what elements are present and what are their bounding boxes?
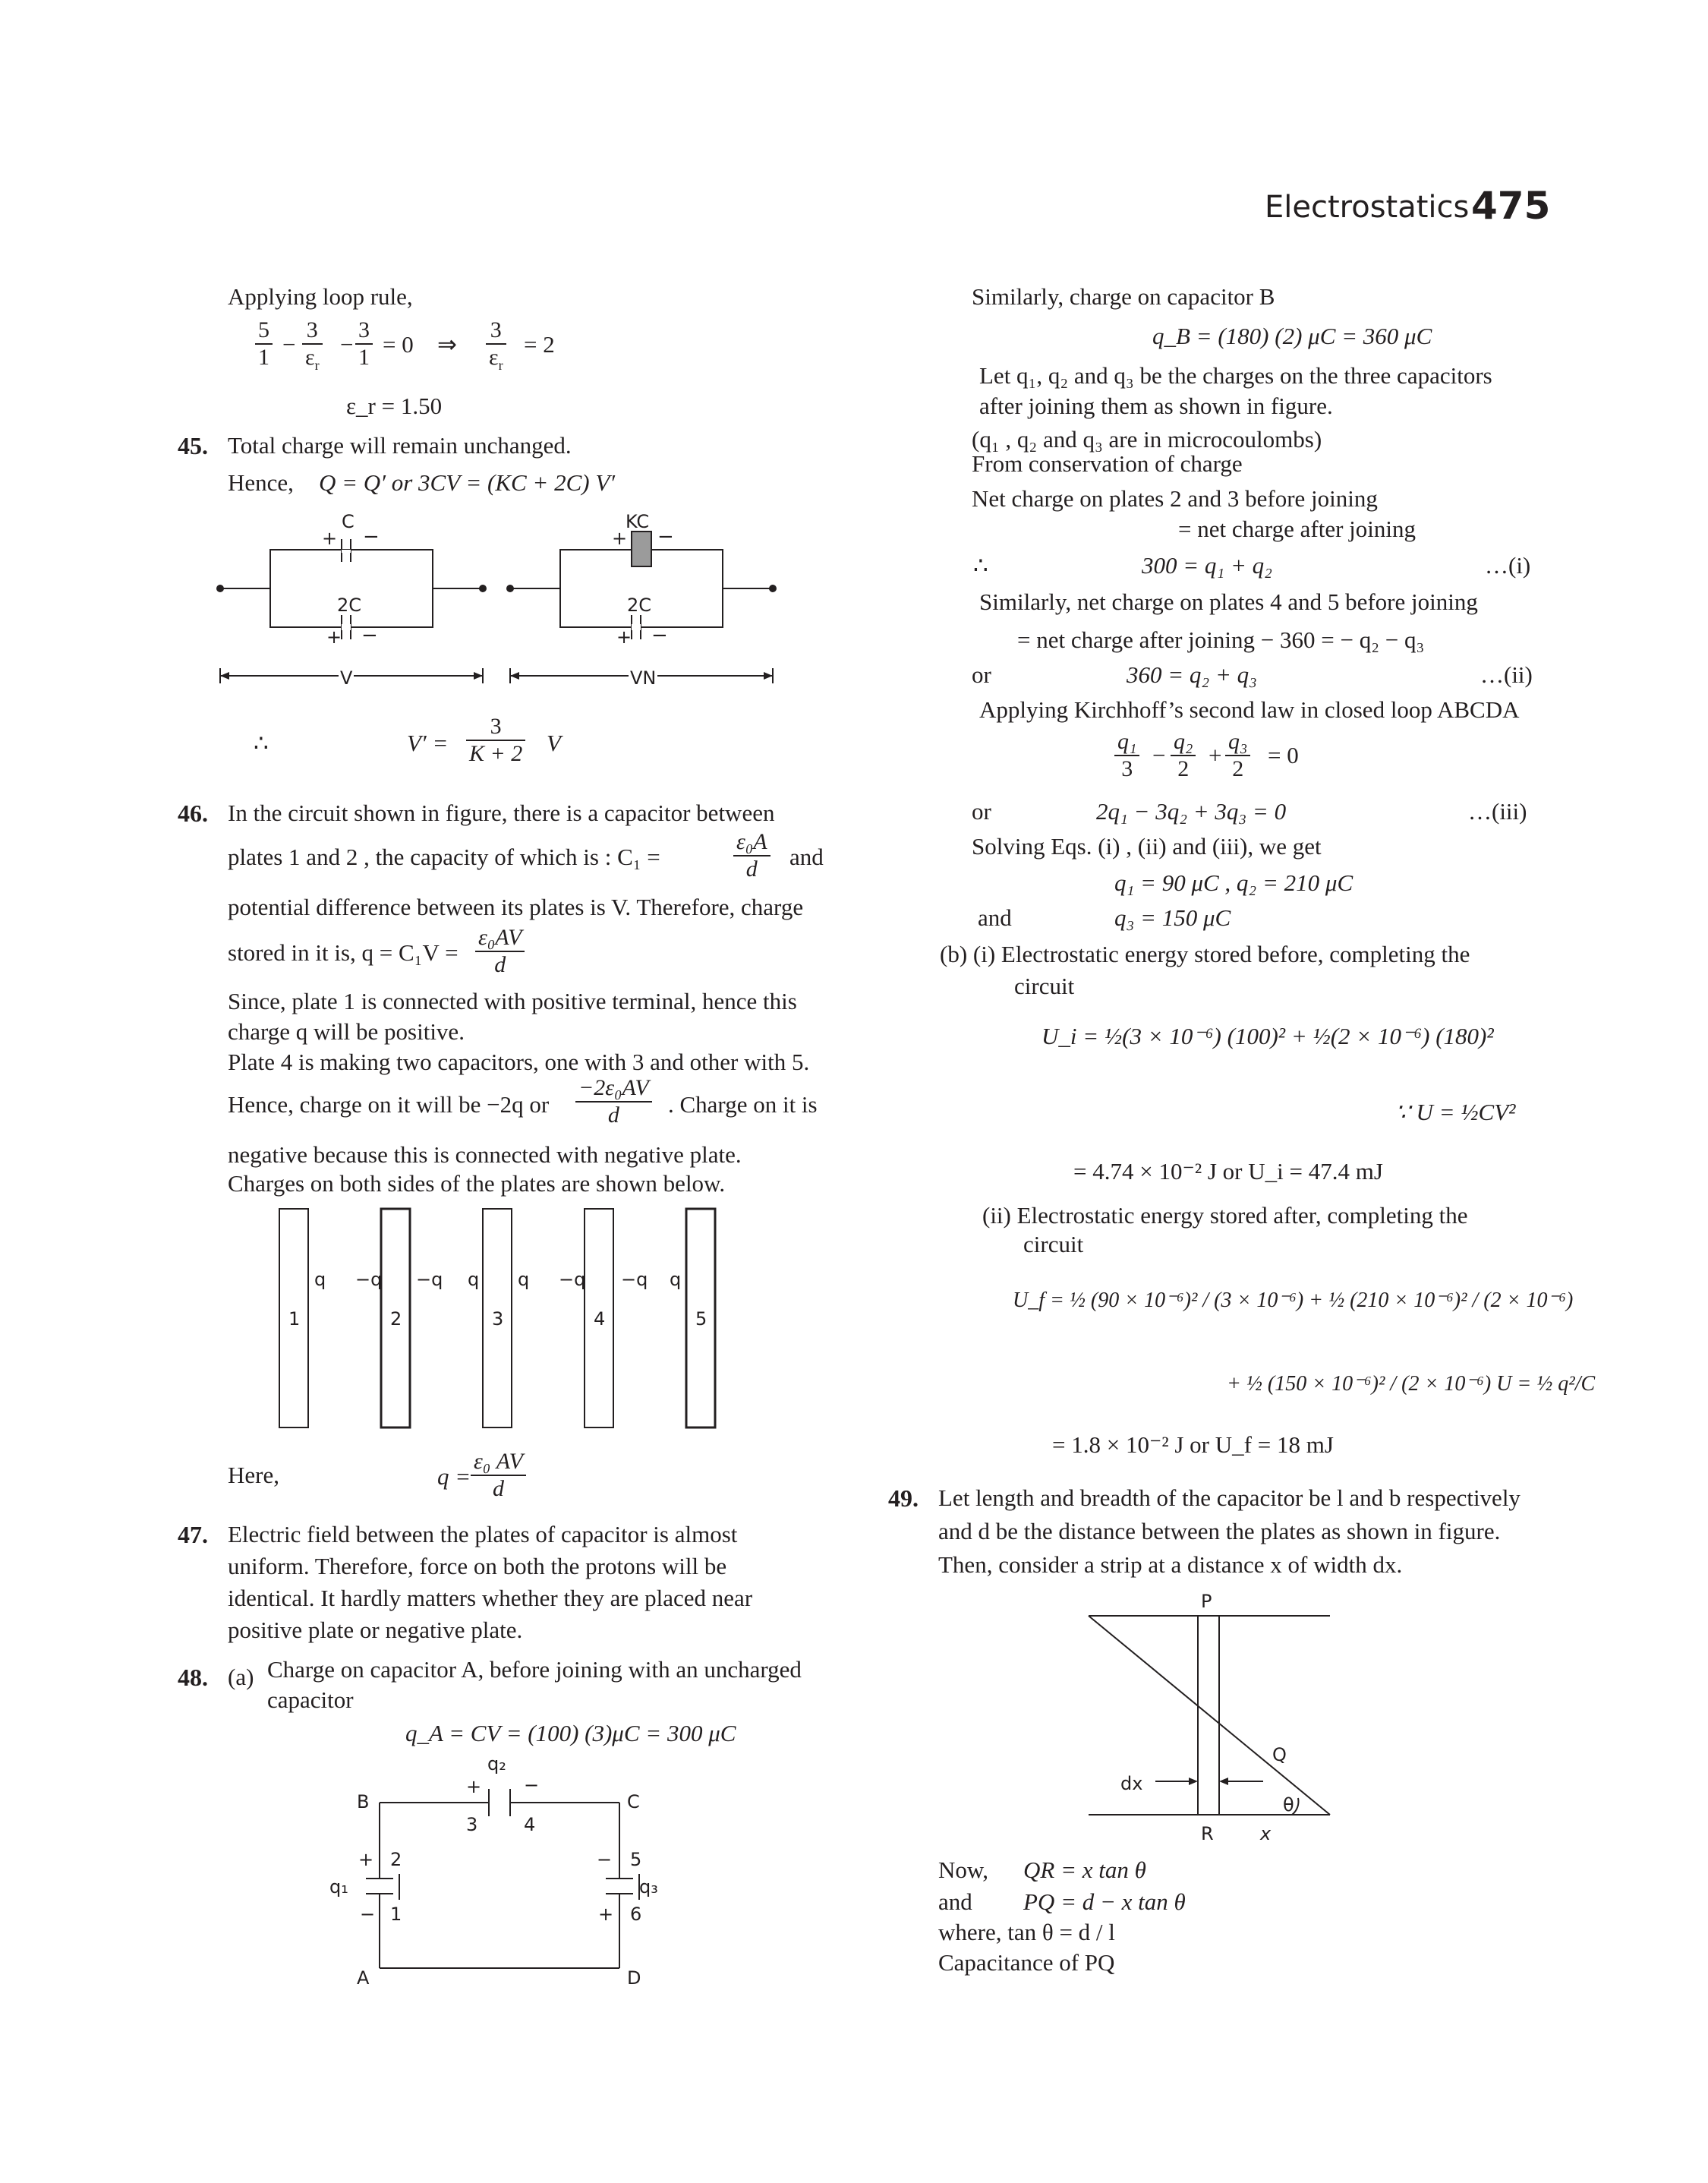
here-eq: q = — [437, 1463, 471, 1490]
r-line: circuit — [1023, 1231, 1084, 1257]
therefore-sign: ∴ — [254, 730, 269, 756]
q48-line: capacitor — [267, 1686, 354, 1713]
label-2c: 2C — [337, 595, 362, 616]
plate-charge: −q — [416, 1269, 443, 1290]
now-label: Now, — [938, 1856, 989, 1883]
plate-charge: q — [468, 1269, 480, 1290]
plate-number: 2 — [390, 1308, 402, 1330]
plate-number: 5 — [695, 1308, 707, 1330]
r-line: Similarly, net charge on plates 4 and 5 before joining — [979, 588, 1478, 615]
q46-line: Plate 4 is making two capacitors, one with 3 and other with 5. — [228, 1049, 810, 1075]
plate-number: 3 — [492, 1308, 504, 1330]
question-number: 45. — [178, 432, 208, 459]
u-formula: ∵ U = ½CV² — [1395, 1099, 1516, 1125]
v-label: V — [547, 730, 561, 756]
label-kc: KC — [626, 511, 650, 532]
label-6: 6 — [630, 1900, 641, 1929]
where-line: where, tan θ = d / l — [938, 1919, 1115, 1945]
label-a: A — [357, 1967, 370, 1989]
r-line: = net charge after joining — [1178, 516, 1417, 542]
eq-number: …(iii) — [1468, 798, 1527, 825]
q45-hence: Hence, — [228, 469, 294, 496]
q47-line: uniform. Therefore, force on both the protons will be — [228, 1553, 727, 1579]
q-fraction: $\frac{\text{ε₀AV}}{d}$ — [475, 925, 525, 978]
q47-line: positive plate or negative plate. — [228, 1617, 523, 1643]
fraction-3-er: $\frac{3}{\varepsilon_r}$ — [302, 317, 323, 378]
label-theta: θ — [1283, 1794, 1294, 1815]
label-plus: + — [616, 626, 632, 648]
plus-sign: + — [1209, 742, 1222, 768]
minus-sign: − — [282, 331, 296, 358]
r-line: q₁ = 90 μC , q₂ = 210 μC — [1114, 869, 1353, 896]
q46-line: negative because this is connected with negative plate. — [228, 1141, 742, 1168]
r-line: (b) (i) Electrostatic energy stored before, completing the — [940, 941, 1470, 967]
label-q: Q — [1272, 1744, 1287, 1765]
r-line: = 4.74 × 10⁻² J or U_i = 47.4 mJ — [1073, 1158, 1383, 1185]
running-header — [1265, 190, 1469, 225]
r-line: From conservation of charge — [972, 450, 1243, 477]
label-3: 3 — [466, 1814, 478, 1835]
dielectric-strip-figure — [0, 0, 1, 1]
label-plus: + — [612, 528, 628, 549]
r-line: 360 = q₂ + q₃ — [1127, 661, 1257, 688]
vprime-label: V′ = — [407, 730, 449, 756]
q46-line: Charges on both sides of the plates are shown below. — [228, 1170, 726, 1197]
label-5: 5 — [630, 1845, 641, 1874]
q46-line: charge q will be positive. — [228, 1018, 465, 1045]
uf-equation: U_f = ½ (90 × 10⁻⁶)² / (3 × 10⁻⁶) + ½ (210 × 10⁻⁶)² / (2 × 10⁻⁶) — [1013, 1289, 1574, 1312]
kirchhoff-fraction: $\frac{\text{q₂}}{2}$ — [1171, 729, 1196, 782]
plate-charge: −q — [559, 1269, 586, 1290]
q46-line: . Charge on it is — [668, 1091, 818, 1118]
label-minus: − — [361, 624, 378, 647]
label-minus: − — [524, 1774, 540, 1796]
label-minus: − — [363, 525, 380, 548]
label-v: V — [339, 664, 354, 692]
r-line: = net charge after joining − 360 = − q₂ − q₃ — [1017, 626, 1425, 653]
q49-line: Let length and breadth of the capacitor be l and b respectively — [938, 1484, 1520, 1511]
r-line: = 1.8 × 10⁻² J or U_f = 18 mJ — [1052, 1431, 1334, 1458]
here-label: Here, — [228, 1462, 279, 1488]
equation-part: = 0 — [383, 331, 414, 358]
q46-line: In the circuit shown in figure, there is a capacitor between — [228, 800, 775, 826]
plate-charge: −q — [621, 1269, 648, 1290]
q49-line: Then, consider a strip at a distance x of width dx. — [938, 1551, 1403, 1578]
label-vn: VN — [629, 664, 657, 692]
label-c: C — [627, 1791, 640, 1812]
r-line: Applying Kirchhoff’s second law in closed loop ABCDA — [979, 696, 1520, 723]
q46-line: potential difference between its plates is V. Therefore, charge — [228, 894, 804, 920]
q46-line: and — [789, 844, 824, 870]
label-minus: − — [597, 1849, 613, 1870]
r-line: q_B = (180) (2) μC = 360 μC — [1152, 323, 1432, 349]
label-plus: + — [466, 1776, 482, 1797]
label-4: 4 — [524, 1814, 536, 1835]
q46-line: Since, plate 1 is connected with positive terminal, hence this — [228, 988, 797, 1014]
q46-line: stored in it is, q = C₁V = — [228, 939, 459, 966]
vprime-fraction: $\frac{3}{K + 2}$ — [466, 714, 525, 767]
r-line: 2q₁ − 3q₂ + 3q₃ = 0 — [1096, 798, 1287, 825]
r-line: Let q₁, q₂ and q₃ be the charges on the three capacitors — [979, 362, 1492, 389]
here-fraction: $\frac{\text{ε₀ AV}}{d}$ — [471, 1449, 526, 1502]
and-label: and — [938, 1888, 972, 1915]
question-number: 46. — [178, 800, 208, 827]
uf-equation-cont: + ½ (150 × 10⁻⁶)² / (2 × 10⁻⁶) U = ½ q²/C — [1227, 1372, 1596, 1396]
kirchhoff-fraction: $\frac{\text{q₁}}{3}$ — [1114, 729, 1139, 782]
r-line: ∴ — [973, 552, 988, 579]
plate-charge: q — [518, 1269, 530, 1290]
qr-equation: QR = x tan θ — [1023, 1856, 1146, 1883]
q48-line: Charge on capacitor A, before joining with an uncharged — [267, 1656, 802, 1683]
label-minus: − — [651, 624, 668, 647]
plate-charge: q — [314, 1269, 326, 1290]
loop-rule-text: Applying loop rule, — [228, 283, 413, 310]
label-minus: − — [657, 525, 674, 548]
r-line: or — [972, 661, 991, 688]
question-number: 49. — [888, 1484, 919, 1512]
label-q2: q₂ — [487, 1753, 506, 1774]
r-line: and — [978, 904, 1012, 931]
r-line: q₃ = 150 μC — [1114, 904, 1231, 931]
minus-2q-fraction: $\frac{\text{−2ε₀AV}}{d}$ — [575, 1075, 652, 1128]
label-d: D — [627, 1967, 641, 1989]
label-2c: 2C — [627, 595, 652, 616]
label-plus: + — [326, 626, 342, 648]
r-line: after joining them as shown in figure. — [979, 393, 1333, 419]
r-line: = 0 — [1268, 742, 1299, 768]
equation-part: = 2 — [524, 331, 555, 358]
result-er: ε_r = 1.50 — [346, 393, 443, 419]
eq-number: …(i) — [1485, 552, 1531, 579]
question-number: 48. — [178, 1664, 208, 1691]
r-line: (ii) Electrostatic energy stored after, completing the — [982, 1202, 1468, 1229]
label-dx: dx — [1120, 1773, 1143, 1794]
question-number: 47. — [178, 1521, 208, 1548]
label-r: R — [1201, 1823, 1214, 1844]
q46-line: Hence, charge on it will be −2q or — [228, 1091, 550, 1118]
implies-sign: ⇒ — [437, 331, 457, 358]
q47-line: Electric field between the plates of capacitor is almost — [228, 1521, 738, 1547]
ui-equation: U_i = ½(3 × 10⁻⁶) (100)² + ½(2 × 10⁻⁶) (180)² — [1042, 1023, 1494, 1049]
fraction-3-1: $\frac{3}{1}$ — [355, 317, 373, 371]
label-q1: q₁ — [329, 1876, 348, 1898]
fraction-3-er-b: $\frac{3}{\varepsilon_r}$ — [486, 317, 506, 378]
plate-number: 4 — [594, 1308, 606, 1330]
capacitance-line: Capacitance of PQ — [938, 1949, 1115, 1976]
plate-charge: −q — [355, 1269, 383, 1290]
label-c: C — [342, 511, 355, 532]
qa-equation: q_A = CV = (100) (3)μC = 300 μC — [405, 1720, 736, 1746]
r-line: Similarly, charge on capacitor B — [972, 283, 1275, 310]
c1-fraction: $\frac{\text{ε₀A}}{d}$ — [733, 829, 770, 882]
label-plus: + — [598, 1904, 614, 1925]
r-line: 300 = q₁ + q₂ — [1142, 552, 1272, 579]
fraction-5-1: $\frac{5}{1}$ — [255, 317, 273, 371]
label-plus: + — [358, 1849, 374, 1870]
label-p: P — [1201, 1591, 1212, 1612]
minus-sign: − — [1152, 742, 1166, 768]
q45-line: Total charge will remain unchanged. — [228, 432, 572, 459]
plate-number: 1 — [288, 1308, 301, 1330]
label-q3: q₃ — [639, 1876, 658, 1898]
minus-sign: − — [340, 331, 354, 358]
r-line: circuit — [1014, 973, 1075, 999]
eq-number: …(ii) — [1480, 661, 1533, 688]
r-line: (q₁ , q₂ and q₃ are in microcoulombs) — [972, 426, 1322, 453]
q46-line: plates 1 and 2 , the capacity of which is : C₁ = — [228, 844, 660, 870]
pq-equation: PQ = d − x tan θ — [1023, 1888, 1186, 1915]
r-line: Solving Eqs. (i) , (ii) and (iii), we get — [972, 833, 1322, 860]
section-title: Electrostatics — [1265, 190, 1470, 225]
label-b: B — [357, 1791, 370, 1812]
q48-part: (a) — [228, 1664, 254, 1690]
kirchhoff-fraction: $\frac{\text{q₃}}{2}$ — [1225, 729, 1250, 782]
plate-charge: q — [670, 1269, 682, 1290]
label-minus: − — [360, 1904, 376, 1925]
page-number: 475 — [1471, 184, 1551, 228]
label-1: 1 — [390, 1900, 402, 1929]
r-line: or — [972, 798, 991, 825]
q47-line: identical. It hardly matters whether they are placed near — [228, 1585, 753, 1611]
label-x: x — [1260, 1823, 1272, 1844]
q49-line: and d be the distance between the plates as shown in figure. — [938, 1518, 1501, 1544]
q45-equation: Q = Q′ or 3CV = (KC + 2C) V′ — [319, 469, 616, 496]
r-line: Net charge on plates 2 and 3 before joining — [972, 485, 1378, 512]
label-plus: + — [322, 528, 338, 549]
label-2: 2 — [390, 1845, 402, 1874]
